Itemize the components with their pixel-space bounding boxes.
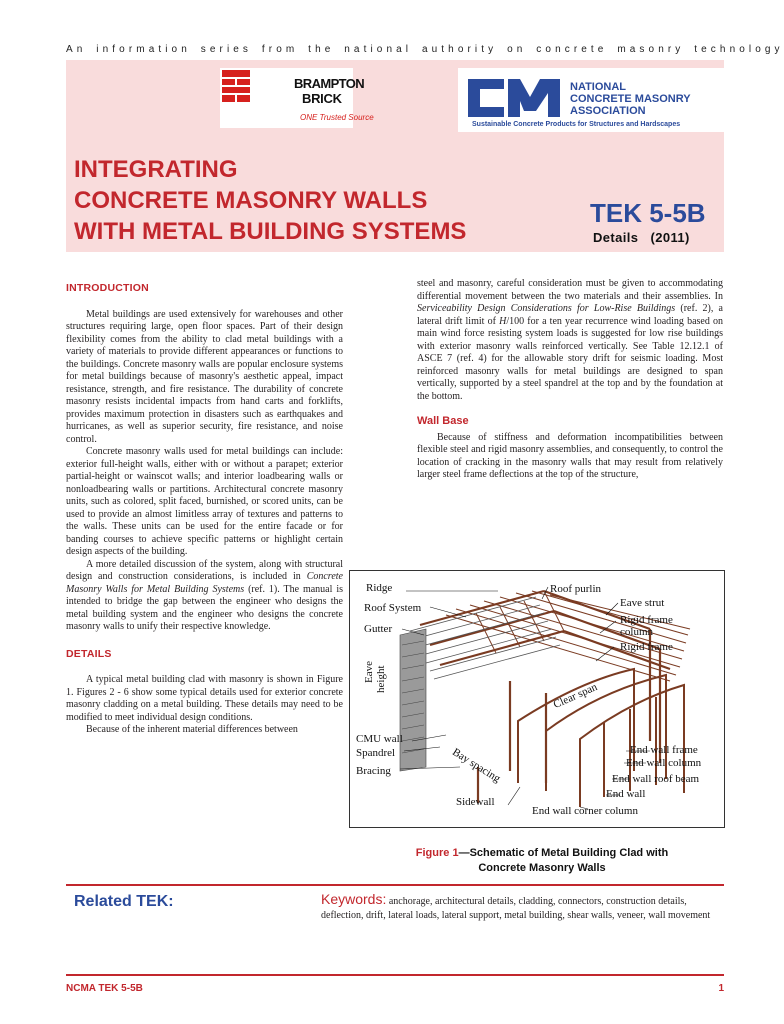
tek-number: TEK 5-5B [590, 198, 706, 228]
divider-bottom [66, 974, 724, 976]
intro-paragraph-2: Concrete masonry walls used for metal buildings can include: exterior full-height walls, either with or without a parapet; exterior partial-height or wainscot walls; and interior loadbearing walls or nonloadbearing walls or partitions. Architectural concrete masonry units, such as colored, split faced, burnished, or scored units, can be used to provide an almost limitless array of textures and patterns to the walls. These units can be used for the entire facade or for banding courses to achieve specific patterns or highlight certain design aspects of the building. [66, 446, 343, 557]
figure-caption [372, 846, 712, 876]
document-title [74, 154, 466, 247]
reference-title-1: Concrete Masonry Walls for Metal Building Systems [66, 571, 343, 595]
label-end-wall-roof-beam: End wall roof beam [612, 773, 700, 785]
brampton-brick-mark-icon [222, 70, 250, 102]
related-tek-heading: Related TEK: [74, 893, 174, 910]
divider-top [66, 884, 724, 886]
tek-category-year [593, 230, 690, 245]
series-tagline: An information series from the national authority on concrete masonry technology [66, 44, 784, 55]
keywords-block [321, 893, 721, 922]
label-rigid-frame: Rigid frame [620, 641, 673, 653]
label-end-wall-column: End wall column [626, 757, 702, 769]
intro-paragraph-1: Metal buildings are used extensively for warehouses and other structures requiring large, open floor spaces. Part of their design flexibility comes from the ability to clad metal buildings with a variety of materials to provide different appearances or functions to the buildings. Concrete masonry walls are popular enclosure systems for metal buildings because of masonry's aesthetic appeal, impact resistance, strength, and fire resistance. The durability of concrete masonry resists incidental impacts from hand carts and forklifts, provides maximum protection in disasters such as earthquakes and hurricanes, as well as superior security, fire resistance, and noise control. [66, 308, 343, 445]
header-band [66, 60, 724, 252]
label-bay-spacing: Bay spacing [450, 746, 503, 785]
label-roof-system: Roof System [364, 602, 422, 614]
label-spandrel: Spandrel [356, 747, 396, 759]
tek-year: (2011) [650, 230, 690, 245]
label-end-wall-corner-column: End wall corner column [532, 805, 638, 817]
brampton-name-line2: BRICK [302, 91, 342, 106]
keywords-label: Keywords: [321, 891, 387, 907]
title-line1: INTEGRATING [74, 156, 238, 183]
intro-p3-text-b: (ref. 1). The manual is intended to bridge the gap between the engineer who designs the metal building system and the engineer who designs the concrete masonry walls to unify their respective knowledge. [66, 583, 343, 632]
label-cmu-wall: CMU wall [356, 733, 403, 745]
drift-ratio-variable: H [499, 315, 507, 327]
ncma-tagline: Sustainable Concrete Products for Structures and Hardscapes [472, 121, 681, 128]
label-eave-height-1: Eave [363, 661, 375, 683]
details-paragraph-2: Because of the inherent material differences between [86, 724, 298, 735]
figure-caption-line2: Concrete Masonry Walls [478, 862, 606, 874]
ncma-name-line2: CONCRETE MASONRY [570, 93, 691, 105]
intro-p3-text-a: A more detailed discussion of the system, along with structural design and construction considerations, is included in [66, 558, 343, 582]
label-roof-purlin: Roof purlin [550, 583, 602, 595]
title-line2: CONCRETE MASONRY WALLS [74, 187, 428, 214]
label-end-wall-frame: End wall frame [630, 744, 698, 756]
keywords-text: anchorage, architectural details, cladding, connectors, construction details, deflection, drift, lateral loads, lateral support, metal building, shear walls, veneer, wall movement [321, 896, 711, 921]
figure-1 [349, 570, 725, 828]
label-bracing: Bracing [356, 765, 391, 777]
brampton-brick-logo [220, 68, 374, 128]
figure-number: Figure 1 [415, 847, 459, 859]
ncma-logo-block [458, 68, 724, 132]
right-column [417, 278, 723, 482]
tek-category: Details [593, 230, 639, 245]
right-paragraph-1 [417, 278, 723, 403]
label-rigid-frame-column-1: Rigid frame [620, 614, 673, 626]
label-ridge: Ridge [366, 582, 393, 594]
right-p1-text-a: steel and masonry, careful consideration must be given to accommodating differential movement between the two materials and their assemblies. In [417, 278, 723, 302]
label-clear-span: Clear span [551, 681, 600, 712]
reference-title-2: Serviceability Design Considerations for Low-Rise Buildings [417, 303, 676, 314]
ncma-name [570, 81, 691, 117]
brampton-tagline: ONE Trusted Source [300, 113, 374, 122]
introduction-heading: INTRODUCTION [66, 282, 149, 294]
label-gutter: Gutter [364, 623, 393, 635]
footer-doc-id: NCMA TEK 5-5B [66, 983, 143, 994]
ncma-name-line1: NATIONAL [570, 81, 627, 93]
intro-paragraph-3 [66, 559, 343, 634]
wall-base-heading: Wall Base [417, 415, 469, 427]
figure-caption-text1: —Schematic of Metal Building Clad with [458, 847, 669, 859]
right-p1-text-b: (ref. 2), a lateral drift limit of [417, 303, 723, 327]
label-sidewall: Sidewall [456, 796, 495, 808]
label-eave-height-2: height [375, 665, 387, 693]
label-eave-strut: Eave strut [620, 597, 665, 609]
title-line3: WITH METAL BUILDING SYSTEMS [74, 218, 467, 245]
brampton-name-line1: BRAMPTON [294, 76, 365, 91]
label-end-wall: End wall [606, 788, 646, 800]
footer-page-number: 1 [718, 983, 724, 994]
details-paragraph-1: A typical metal building clad with masonry is shown in Figure 1. Figures 2 - 6 show some typical details used for exterior concrete masonry cladding on a metal building. These details may need to be modified to meet individual design conditions. [66, 674, 343, 723]
right-p1-text-c: /100 for a ten year recurrence wind loading based on main wind force resisting system loads is suggested for low rise buildings with exterior masonry walls reinforced vertically. See Table 12.12.1 of ASCE 7 (ref. 4) for the allowable story drift for seismic loading. Most reinforced masonry walls for metal buildings are designed to span vertically, supported by a steel spandrel at the top and by the foundation at the bottom. [417, 315, 724, 402]
label-rigid-frame-column-2: column [620, 626, 653, 638]
wall-base-paragraph: Because of stiffness and deformation incompatibilities between flexible steel and rigid masonry assemblies, and consequently, to control the location of cracking in the masonry walls that may result from relatively larger steel frame deflections at the top of the structure, [417, 431, 723, 480]
details-heading: DETAILS [66, 647, 112, 660]
left-column [66, 282, 343, 737]
figure-caption-line1 [372, 846, 712, 861]
ncma-name-line3: ASSOCIATION [570, 105, 646, 117]
